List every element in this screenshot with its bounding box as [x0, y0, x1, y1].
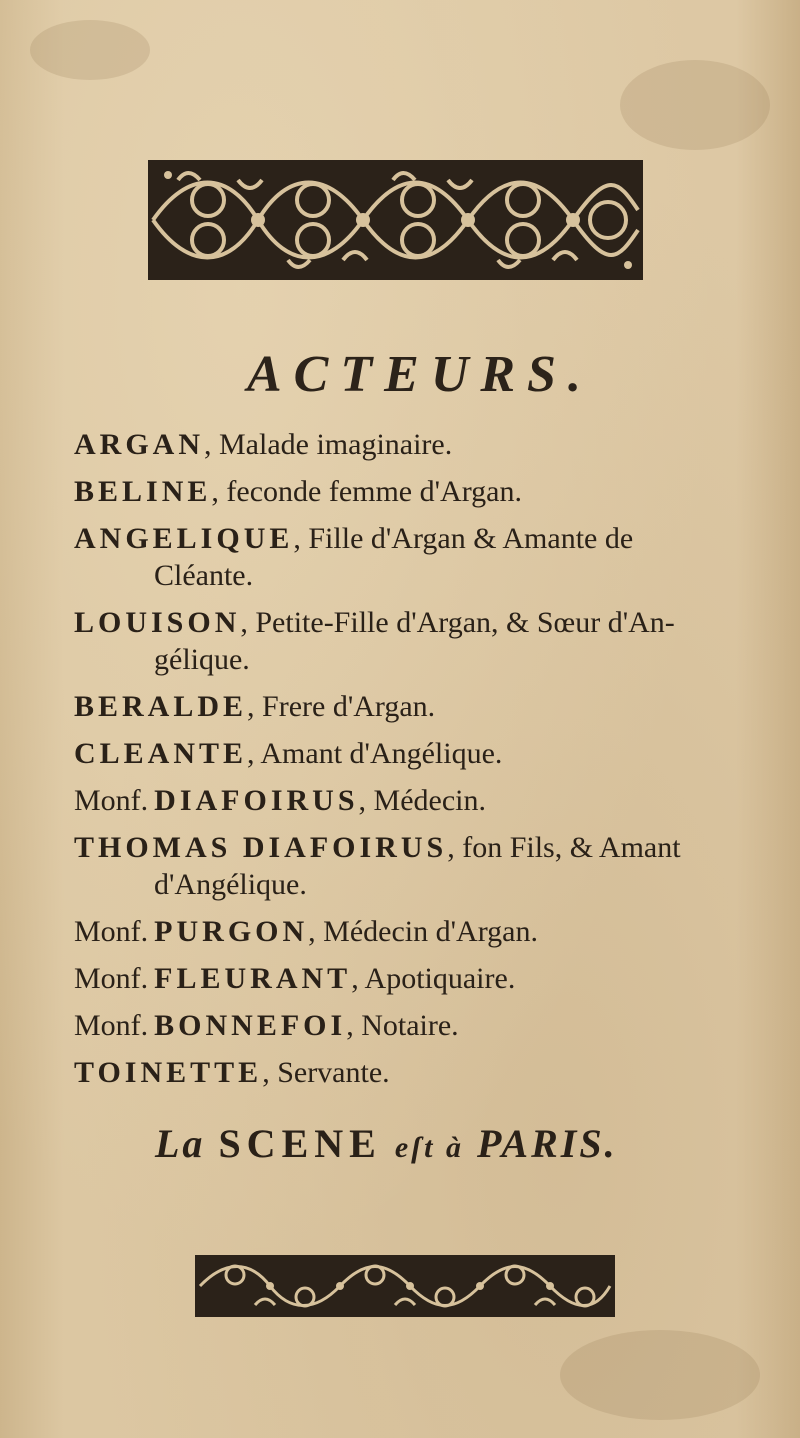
cast-entry [74, 739, 502, 769]
setting-verb: eſt à [394, 1131, 464, 1164]
cast-entry [74, 964, 515, 994]
character-description: , Médecin d'Argan. [308, 915, 538, 948]
cast-entry [74, 477, 522, 507]
cast-entry [74, 786, 486, 816]
setting-place: PARIS. [476, 1121, 618, 1166]
bottom-ornament-band [195, 1255, 615, 1317]
paper-stain [560, 1330, 760, 1420]
cast-entry [74, 1058, 390, 1088]
character-title: Monf. [74, 1009, 149, 1042]
cast-entry [74, 430, 452, 460]
character-title: Monf. [74, 962, 149, 995]
character-description: , Amant d'Angélique. [247, 737, 503, 770]
character-title: Monf. [74, 915, 149, 948]
paper-stain [620, 60, 770, 150]
character-name: ANGELIQUE [74, 522, 294, 555]
character-name: CLEANTE [74, 737, 248, 770]
top-ornament-band [148, 160, 643, 280]
floral-ornament-icon [195, 1255, 615, 1317]
setting-scene: SCENE [218, 1121, 382, 1166]
floral-ornament-icon [148, 160, 643, 280]
scene-setting-line [155, 1120, 618, 1167]
cast-entry-continuation: Cléante. [154, 559, 254, 592]
character-name: DIAFOIRUS [154, 784, 359, 817]
cast-entry [74, 524, 633, 554]
character-name: LOUISON [74, 606, 241, 639]
character-description: , feconde femme d'Argan. [211, 475, 522, 508]
cast-entry-continuation: gélique. [154, 643, 250, 676]
character-name: BONNEFOI [154, 1009, 347, 1042]
character-description: , fon Fils, & Amant [447, 831, 681, 864]
character-name: BERALDE [74, 690, 248, 723]
character-description: , Petite-Fille d'Argan, & Sœur d'An- [240, 606, 675, 639]
cast-entry [74, 917, 538, 947]
cast-entry [74, 1011, 459, 1041]
character-name: PURGON [154, 915, 309, 948]
character-description: , Médecin. [358, 784, 486, 817]
character-description: , Notaire. [346, 1009, 459, 1042]
character-description: , Servante. [262, 1056, 390, 1089]
character-description: , Frere d'Argan. [247, 690, 436, 723]
cast-entry-continuation: d'Angélique. [154, 868, 307, 901]
character-description: , Fille d'Argan & Amante de [293, 522, 634, 555]
setting-article: La [155, 1121, 206, 1166]
character-name: TOINETTE [74, 1056, 263, 1089]
character-title: Monf. [74, 784, 149, 817]
character-name: FLEURANT [154, 962, 352, 995]
cast-entry [74, 608, 675, 638]
character-description: , Malade imaginaire. [204, 428, 453, 461]
cast-entry [74, 833, 681, 863]
character-name: THOMAS DIAFOIRUS [74, 831, 448, 864]
page-title: ACTEURS. [247, 346, 593, 403]
character-description: , Apotiquaire. [351, 962, 516, 995]
character-name: ARGAN [74, 428, 204, 461]
cast-entry [74, 692, 435, 722]
paper-stain [30, 20, 150, 80]
character-name: BELINE [74, 475, 212, 508]
